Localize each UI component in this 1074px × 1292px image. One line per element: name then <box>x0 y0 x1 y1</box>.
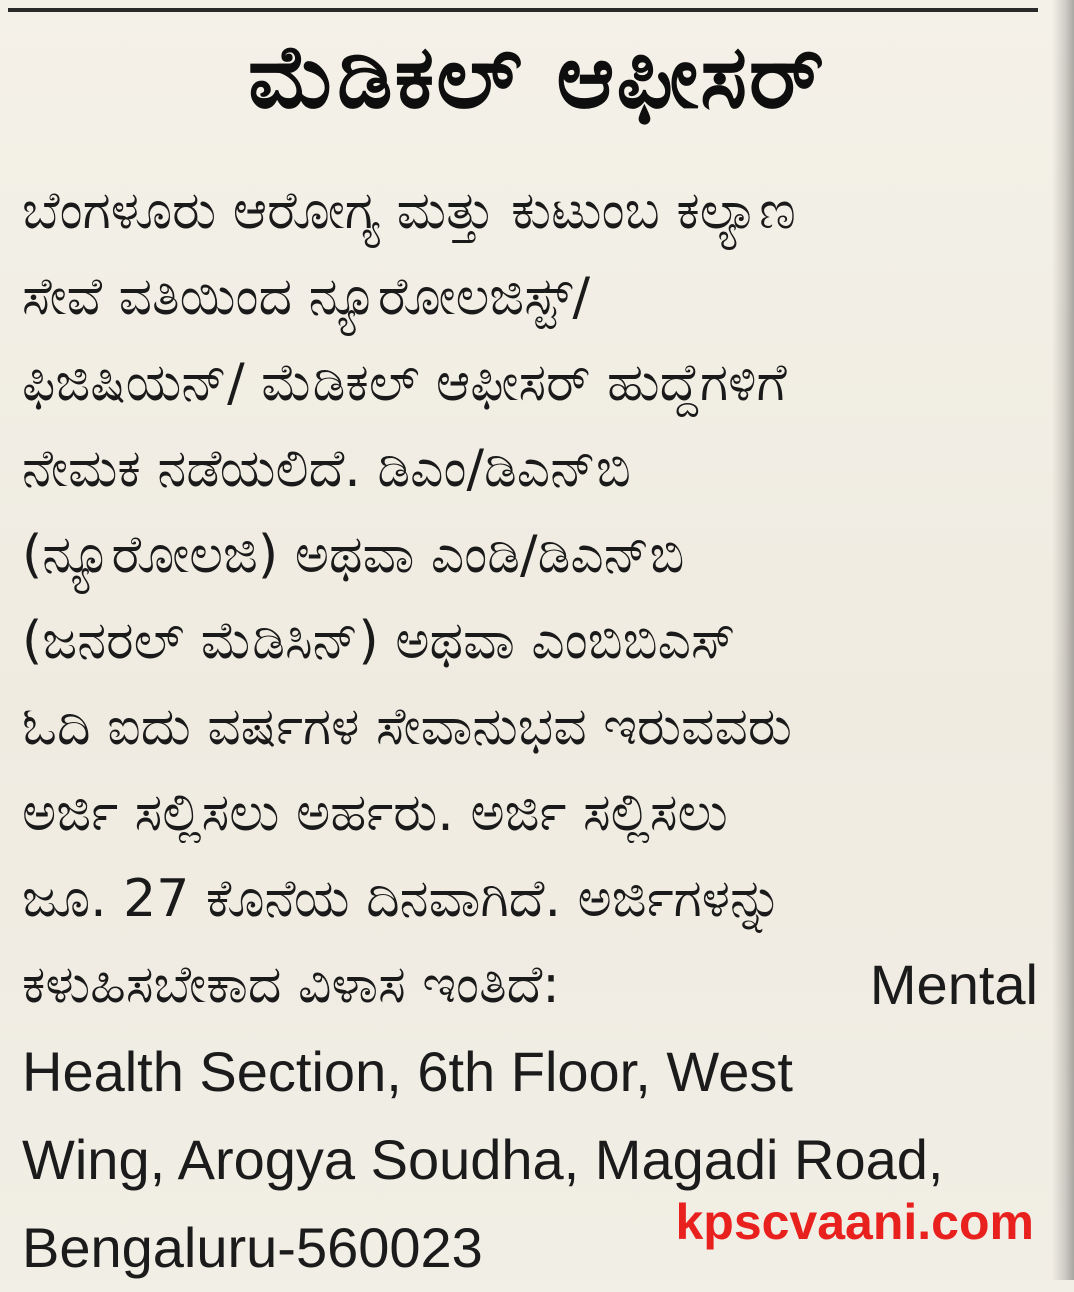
body-line-text: ಫಿಜಿಷಿಯನ್/ ಮೆಡಿಕಲ್ ಆಫೀಸರ್ ಹುದ್ದೆಗಳಿಗೆ <box>22 353 787 413</box>
address-line-1-start: Mental <box>869 953 1038 1016</box>
body-line-9 <box>22 856 1038 942</box>
address-line-3 <box>22 1116 1038 1204</box>
body-line-text: (ಜನರಲ್ ಮೆಡಿಸಿನ್) ಅಥವಾ ಎಂಬಿಬಿಎಸ್ <box>22 611 736 671</box>
body-line-text: ಬೆಂಗಳೂರು ಆರೋಗ್ಯ ಮತ್ತು ಕುಟುಂಬ ಕಲ್ಯಾಣ <box>22 181 796 241</box>
body-line-text: ನೇಮಕ ನಡೆಯಲಿದೆ. ಡಿಎಂ/ಡಿಎನ್‌ಬಿ <box>22 439 631 499</box>
address-line-3-text: Wing, Arogya Soudha, Magadi Road, <box>22 1128 944 1191</box>
body-line-text: ಜೂ. 27 ಕೊನೆಯ ದಿನವಾಗಿದೆ. ಅರ್ಜಿಗಳನ್ನು <box>22 869 783 929</box>
body-line-5 <box>22 512 1038 598</box>
body-line-text: (ನ್ಯೂರೋಲಜಿ) ಅಥವಾ ಎಂಡಿ/ಡಿಎನ್‌ಬಿ <box>22 525 685 585</box>
article-body <box>22 168 1038 1292</box>
body-line-4 <box>22 426 1038 512</box>
body-line-7 <box>22 684 1038 770</box>
body-line-2 <box>22 254 1038 340</box>
body-line-3 <box>22 340 1038 426</box>
top-rule <box>8 8 1038 12</box>
address-line-2 <box>22 1028 1038 1116</box>
body-line-text: ಓದಿ ಐದು ವರ್ಷಗಳ ಸೇವಾನುಭವ ಇರುವವರು <box>22 697 792 757</box>
body-line-1 <box>22 168 1038 254</box>
address-line-4-text: Bengaluru-560023 <box>22 1216 483 1279</box>
body-line-text: ಅರ್ಜಿ ಸಲ್ಲಿಸಲು ಅರ್ಹರು. ಅರ್ಜಿ ಸಲ್ಲಿಸಲು <box>22 783 728 843</box>
address-line-2-text: Health Section, 6th Floor, West <box>22 1040 793 1103</box>
watermark: kpscvaani.com <box>675 1194 1034 1250</box>
body-line-8 <box>22 770 1038 856</box>
body-line-6 <box>22 598 1038 684</box>
body-line-text: ಸೇವೆ ವತಿಯಿಂದ ನ್ಯೂರೋಲಜಿಸ್ಟ್/ <box>22 267 590 327</box>
body-line-10 <box>22 942 1038 1028</box>
address-intro: ಕಳುಹಿಸಬೇಕಾದ ವಿಳಾಸ ಇಂತಿದೆ: <box>22 955 560 1015</box>
headline: ಮೆಡಿಕಲ್ ಆಫೀಸರ್ <box>247 25 827 128</box>
page-edge-shadow <box>1052 0 1074 1280</box>
